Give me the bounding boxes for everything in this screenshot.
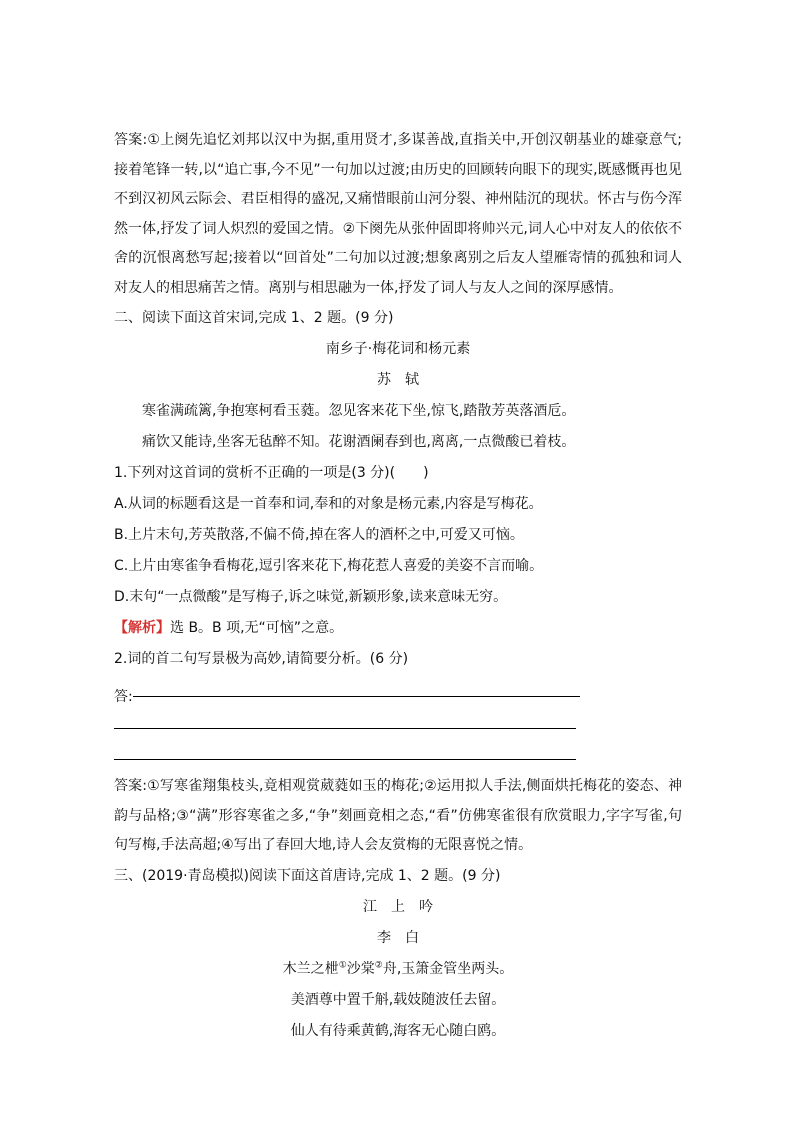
answer-line-1 xyxy=(114,675,682,706)
poem-line-1-li xyxy=(114,954,682,985)
poem-title-nanxiangzi: 南乡子·梅花词和杨元素 xyxy=(325,341,471,357)
section-3-heading: 三、(2019·青岛模拟)阅读下面这首唐诗,完成 1、2 题。(9 分) xyxy=(114,867,501,884)
poem-title-jiangshangyin: 江 上 吟 xyxy=(363,898,433,915)
answer-prompt: 答: xyxy=(114,689,133,705)
poem-line-1-part-b: 沙棠 xyxy=(346,960,375,977)
option-a: A.从词的标题看这是一首奉和词,奉和的对象是杨元素,内容是写梅花。 xyxy=(114,496,543,512)
poem-author-libai: 李 白 xyxy=(377,929,419,946)
poem-line-2-li: 美酒尊中置千斛,载妓随波任去留。 xyxy=(290,991,506,1008)
poem-line-2: 痛饮又能诗,坐客无毡醉不知。花谢酒阑春到也,离离,一点微酸已着枝。 xyxy=(142,434,576,450)
poem-line-1: 寒雀满疏篱,争抱寒柯看玉蕤。忽见客来花下坐,惊飞,踏散芳英落酒卮。 xyxy=(142,403,576,419)
analysis-text: 选 B。B 项,无“可恼”之意。 xyxy=(170,620,344,636)
question-2: 2.词的首二句写景极为高妙,请简要分析。(6 分) xyxy=(114,651,409,667)
section-2-heading: 二、阅读下面这首宋词,完成 1、2 题。(9 分) xyxy=(114,310,394,326)
footnote-marker-2: ② xyxy=(374,959,383,970)
analysis-line xyxy=(114,613,682,644)
poem-line-3-li: 仙人有待乘黄鹤,海客无心随白鸥。 xyxy=(290,1022,506,1039)
answer-line-2 xyxy=(114,706,682,737)
poem-line-1-part-c: 舟,玉箫金管坐两头。 xyxy=(382,960,514,977)
answer-underline-3 xyxy=(114,759,576,760)
option-b: B.上片末句,芳英散落,不偏不倚,掉在客人的酒杯之中,可爱又可恼。 xyxy=(114,527,524,543)
answer-line-3 xyxy=(114,737,682,768)
question-1: 1.下列对这首词的赏析不正确的一项是(3 分)( ) xyxy=(114,465,429,481)
footnote-marker-1: ① xyxy=(338,959,347,970)
document-content xyxy=(114,126,682,1047)
analysis-tag: 【解析】 xyxy=(114,620,170,636)
answer-paragraph-1: 答案:①上阕先追忆刘邦以汉中为据,重用贤才,多谋善战,直指关中,开创汉朝基业的雄豪意气;接着笔锋一转,以“追亡事,今不见”一句加以过渡;由历史的回顾转向眼下的现实,既感慨再也见不到汉初风云际会、君臣相得的盛况,又痛惜眼前山河分裂、神州陆沉的现状。怀古与伤今浑然一体,抒发了词人炽烈的爱国之情。②下阕先从张仲固即将帅兴元,词人心中对友人的依依不舍的沉恨离愁写起;接着以“回首处”二句加以过渡;想象离别之后友人望雁寄情的孤独和词人对友人的相思痛苦之情。离别与相思融为一体,抒发了词人与友人之间的深厚感情。 xyxy=(114,132,682,296)
answer-paragraph-2: 答案:①写寒雀翔集枝头,竟相观赏葳蕤如玉的梅花;②运用拟人手法,侧面烘托梅花的姿态、神韵与品格;③“满”形容寒雀之多,“争”刻画竟相之态,“看”仿佛寒雀很有欣赏眼力,字字写雀,句句写梅,手法高超;④写出了春回大地,诗人会友赏梅的无限喜悦之情。 xyxy=(114,778,682,853)
answer-underline-2 xyxy=(114,728,576,729)
option-d: D.末句“一点微酸”是写梅子,诉之味觉,新颖形象,读来意味无穷。 xyxy=(114,589,508,605)
answer-underline-1 xyxy=(133,696,580,697)
poem-author-sushi: 苏 轼 xyxy=(377,372,419,388)
poem-line-1-part-a: 木兰之枻 xyxy=(282,960,339,977)
option-c: C.上片由寒雀争看梅花,逗引客来花下,梅花惹人喜爱的美姿不言而喻。 xyxy=(114,558,544,574)
